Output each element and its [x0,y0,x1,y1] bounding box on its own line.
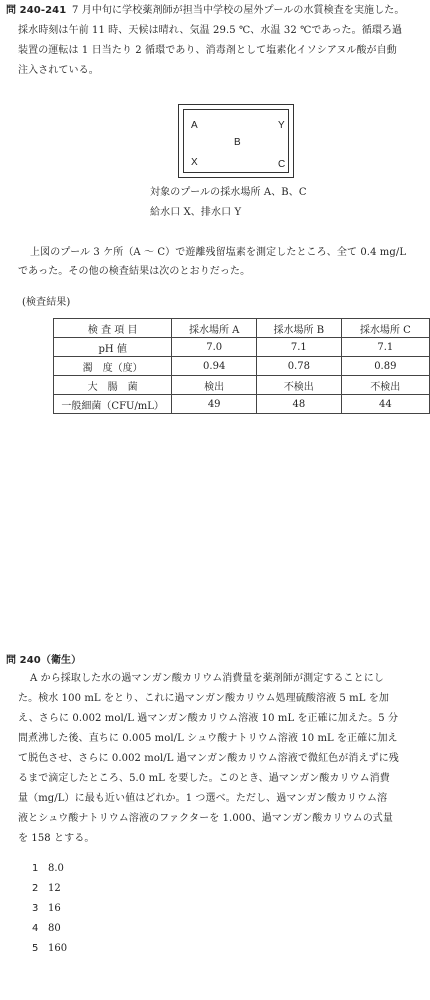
pool-diagram [178,104,294,178]
diagram-caption-2: 給水口 X、排水口 Y [150,207,242,218]
intro-line-3: 装置の運転は 1 日当たり 2 循環であり、消毒剤として塩素化イソシアヌル酸が自動 [18,45,397,56]
choice-number: 5 [32,943,39,954]
choice-number: 1 [32,863,39,874]
table-cell: 7.0 [172,338,257,357]
question-line-9: を 158 とする。 [18,833,95,844]
question-line-7: 量（mg/L）に最も近い値はどれか。1 つ選べ。ただし、過マンガン酸カリウム溶 [18,793,388,804]
table-row [54,357,430,376]
table-row [54,376,430,395]
choice-2[interactable] [0,883,200,897]
question-line-2: た。検水 100 mL をとり、これに過マンガン酸カリウム処理硫酸溶液 5 mL を加 [18,693,389,704]
header-cell: 採水場所 B [257,319,342,338]
table-cell: 大 腸 菌 [54,376,172,395]
choice-1[interactable] [0,863,200,877]
choice-4[interactable] [0,923,200,937]
header-cell: 検 査 項 目 [54,319,172,338]
choice-5[interactable] [0,943,200,957]
intro2-line-2: であった。その他の検査結果は次のとおりだった。 [18,266,251,277]
table-cell: 49 [172,395,257,414]
choice-value: 12 [48,883,61,894]
table-cell: 7.1 [257,338,342,357]
choice-value: 80 [48,923,61,934]
header-cell: 採水場所 A [172,319,257,338]
table-cell: 0.89 [341,357,429,376]
drain-outlet-y: Y [278,120,285,131]
table-cell: 0.78 [257,357,342,376]
choice-value: 160 [48,943,68,954]
table-cell: 検出 [172,376,257,395]
table-cell: pH 値 [54,338,172,357]
choice-number: 3 [32,903,39,914]
choice-value: 8.0 [48,863,64,874]
sampling-point-a: A [191,120,198,131]
sampling-point-c: C [278,159,286,170]
results-table [53,318,430,414]
question-line-6: るまで滴定したところ、5.0 mL を要した。このとき、過マンガン酸カリウム消費 [18,773,390,784]
results-label: (検査結果) [22,297,71,308]
intro-line-4: 注入されている。 [18,65,99,76]
table-cell: 48 [257,395,342,414]
question-line-1: A から採取した水の過マンガン酸カリウム消費量を薬剤師が測定することにし [30,673,384,684]
choice-number: 4 [32,923,39,934]
header-cell: 採水場所 C [341,319,429,338]
table-cell: 0.94 [172,357,257,376]
intro-line-2: 採水時刻は午前 11 時、天候は晴れ、気温 29.5 ℃、水温 32 ℃であった。循環ろ過 [18,25,403,36]
question-line-8: 液とシュウ酸ナトリウム溶液のファクターを 1.000、過マンガン酸カリウムの式量 [18,813,394,824]
table-cell: 一般細菌（CFU/mL） [54,395,172,414]
table-header-row [54,319,430,338]
table-row [54,338,430,357]
table-cell: 不検出 [257,376,342,395]
problem-id: 問 240-241 [6,5,67,16]
question-line-5: て脱色させ、さらに 0.002 mol/L 過マンガン酸カリウム溶液で微紅色が消えずに残 [18,753,399,764]
intro2-line-1: 上図のプール 3 ケ所（A 〜 C）で遊離残留塩素を測定したところ、全て 0.4 mg/L [30,247,407,258]
sampling-point-b: B [234,137,241,148]
table-cell: 7.1 [341,338,429,357]
question-line-4: 間煮沸した後、直ちに 0.005 mol/L シュウ酸ナトリウム溶液 10 mL を正確に加え [18,733,398,744]
diagram-caption-1: 対象のプールの採水場所 A、B、C [150,187,307,198]
choice-value: 16 [48,903,61,914]
table-cell: 44 [341,395,429,414]
question-title: 問 240（衛生） [6,655,82,666]
table-cell: 不検出 [341,376,429,395]
water-inlet-x: X [191,157,198,168]
question-line-3: え、さらに 0.002 mol/L 過マンガン酸カリウム溶液 10 mL を正確に加えた。5 分 [18,713,399,724]
table-row [54,395,430,414]
choice-number: 2 [32,883,39,894]
table-cell: 濁 度（度） [54,357,172,376]
intro-line-1: 7 月中旬に学校薬剤師が担当中学校の屋外プールの水質検査を実施した。 [72,5,405,16]
choice-3[interactable] [0,903,200,917]
